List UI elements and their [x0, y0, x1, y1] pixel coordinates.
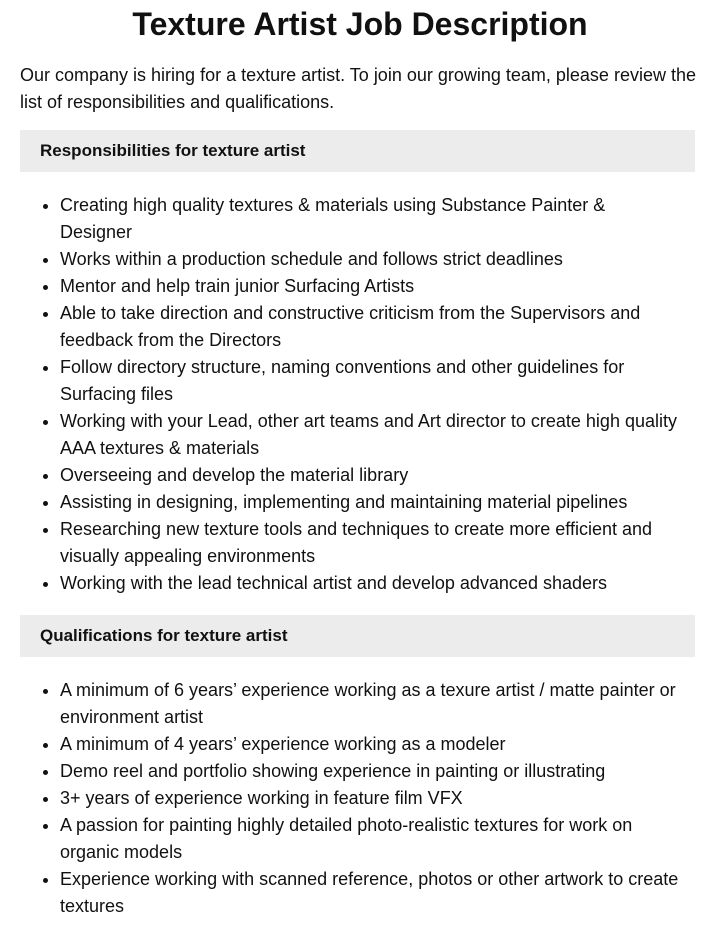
intro-text: Our company is hiring for a texture artist. To join our growing team, please review the list of responsibilities and qualifications. [20, 65, 696, 112]
list-item: • Assisting in designing, implementing and maintaining material pipelines [60, 489, 680, 516]
list-item: • 3+ years of experience working in feature film VFX [60, 785, 680, 812]
qualifications-list [20, 677, 680, 920]
responsibilities-list [20, 192, 680, 597]
list-item: • Able to take direction and constructive criticism from the Supervisors and feedback from the Directors [60, 300, 680, 354]
list-item: • Working with your Lead, other art teams and Art director to create high quality AAA textures & materials [60, 408, 680, 462]
list-item: • Works within a production schedule and follows strict deadlines [60, 246, 680, 273]
list-item: • Working with the lead technical artist and develop advanced shaders [60, 570, 680, 597]
list-item: • Experience working with scanned reference, photos or other artwork to create textures [60, 866, 680, 920]
list-item: • Creating high quality textures & materials using Substance Painter & Designer [60, 192, 680, 246]
list-item: • Demo reel and portfolio showing experience in painting or illustrating [60, 758, 680, 785]
list-item: • Overseeing and develop the material library [60, 462, 680, 489]
list-item: • A minimum of 6 years’ experience working as a texure artist / matte painter or environment artist [60, 677, 680, 731]
list-item: • A passion for painting highly detailed photo-realistic textures for work on organic models [60, 812, 680, 866]
list-item: • A minimum of 4 years’ experience working as a modeler [60, 731, 680, 758]
page-title: Texture Artist Job Description [132, 6, 588, 42]
responsibilities-heading: Responsibilities for texture artist [20, 130, 695, 172]
list-item: • Researching new texture tools and techniques to create more efficient and visually appealing environments [60, 516, 680, 570]
list-item: • Mentor and help train junior Surfacing Artists [60, 273, 680, 300]
qualifications-heading: Qualifications for texture artist [20, 615, 695, 657]
list-item: • Follow directory structure, naming conventions and other guidelines for Surfacing files [60, 354, 680, 408]
